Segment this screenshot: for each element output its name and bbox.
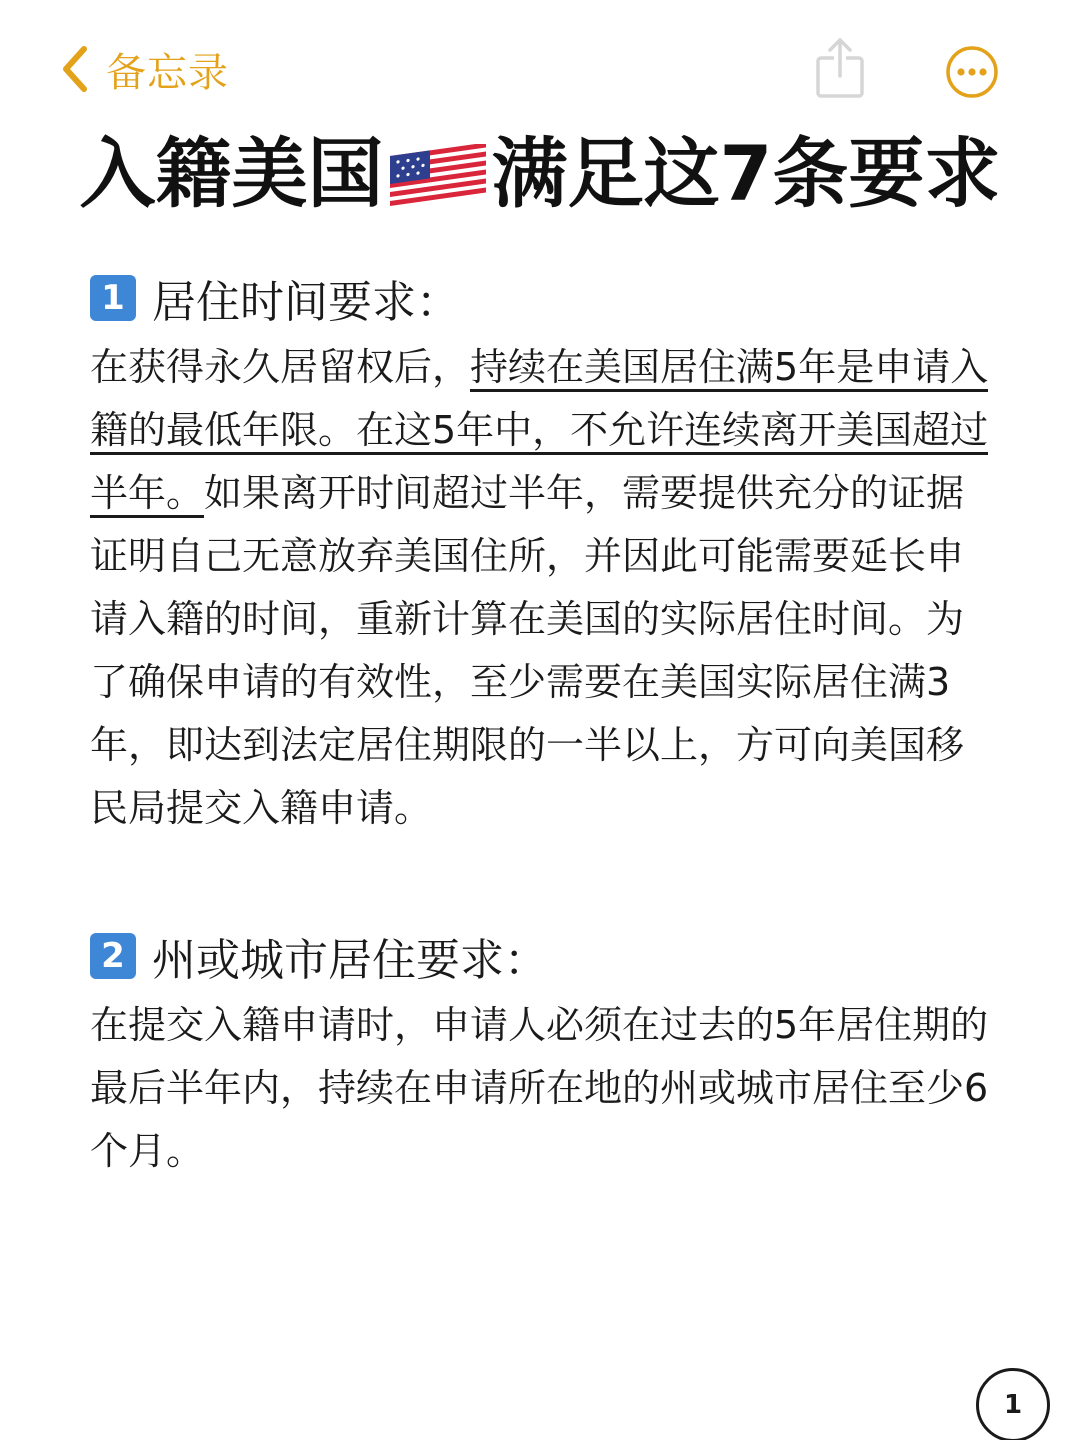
number-badge-1: 1: [90, 275, 136, 321]
underlined-text: 持续在美国居住满5年是申请入籍的最低年限。在这5年中，不允许连续离开美国超过半年。: [90, 345, 988, 518]
section-heading-text: 居住时间要求：: [152, 277, 460, 328]
paragraph-text-rest: 如果离开时间超过半年，需要提供充分的证据证明自己无意放弃美国住所，并因此可能需要延长申请入籍的时间，重新计算在美国的实际居住时间。为了确保申请的有效性，至少需要在美国实际居住满3年，即达到法定居住期限的一半以上，方可向美国移民局提交入籍申请。: [90, 471, 965, 830]
us-flag-icon: [390, 144, 486, 206]
paragraph-text-start: 在获得永久居留权后，: [90, 345, 471, 389]
back-button[interactable]: [58, 42, 229, 96]
more-icon[interactable]: [944, 44, 1000, 100]
section-paragraph: 在提交入籍申请时，申请人必须在过去的5年居住期的最后半年内，持续在申请所在地的州或城市居住至少6个月。: [90, 1003, 989, 1173]
section-heading: [90, 920, 990, 992]
section-state-residence: [90, 920, 990, 1183]
chevron-left-icon: [58, 43, 92, 95]
section-heading: [90, 262, 990, 334]
page-number-badge: 1: [976, 1368, 1050, 1440]
title-part-1: 入籍美国: [79, 129, 384, 218]
note-body: [90, 262, 990, 1183]
share-icon[interactable]: [812, 36, 868, 100]
section-heading-text: 州或城市居住要求：: [152, 935, 548, 986]
section-residence-time: [90, 262, 990, 840]
back-label: 备忘录: [106, 49, 229, 96]
note-title: [0, 124, 1080, 224]
title-part-2: 满足这7条要求: [491, 129, 1001, 218]
section-paragraph: [90, 336, 990, 840]
nav-bar: [0, 0, 1080, 120]
number-badge-2: 2: [90, 933, 136, 979]
